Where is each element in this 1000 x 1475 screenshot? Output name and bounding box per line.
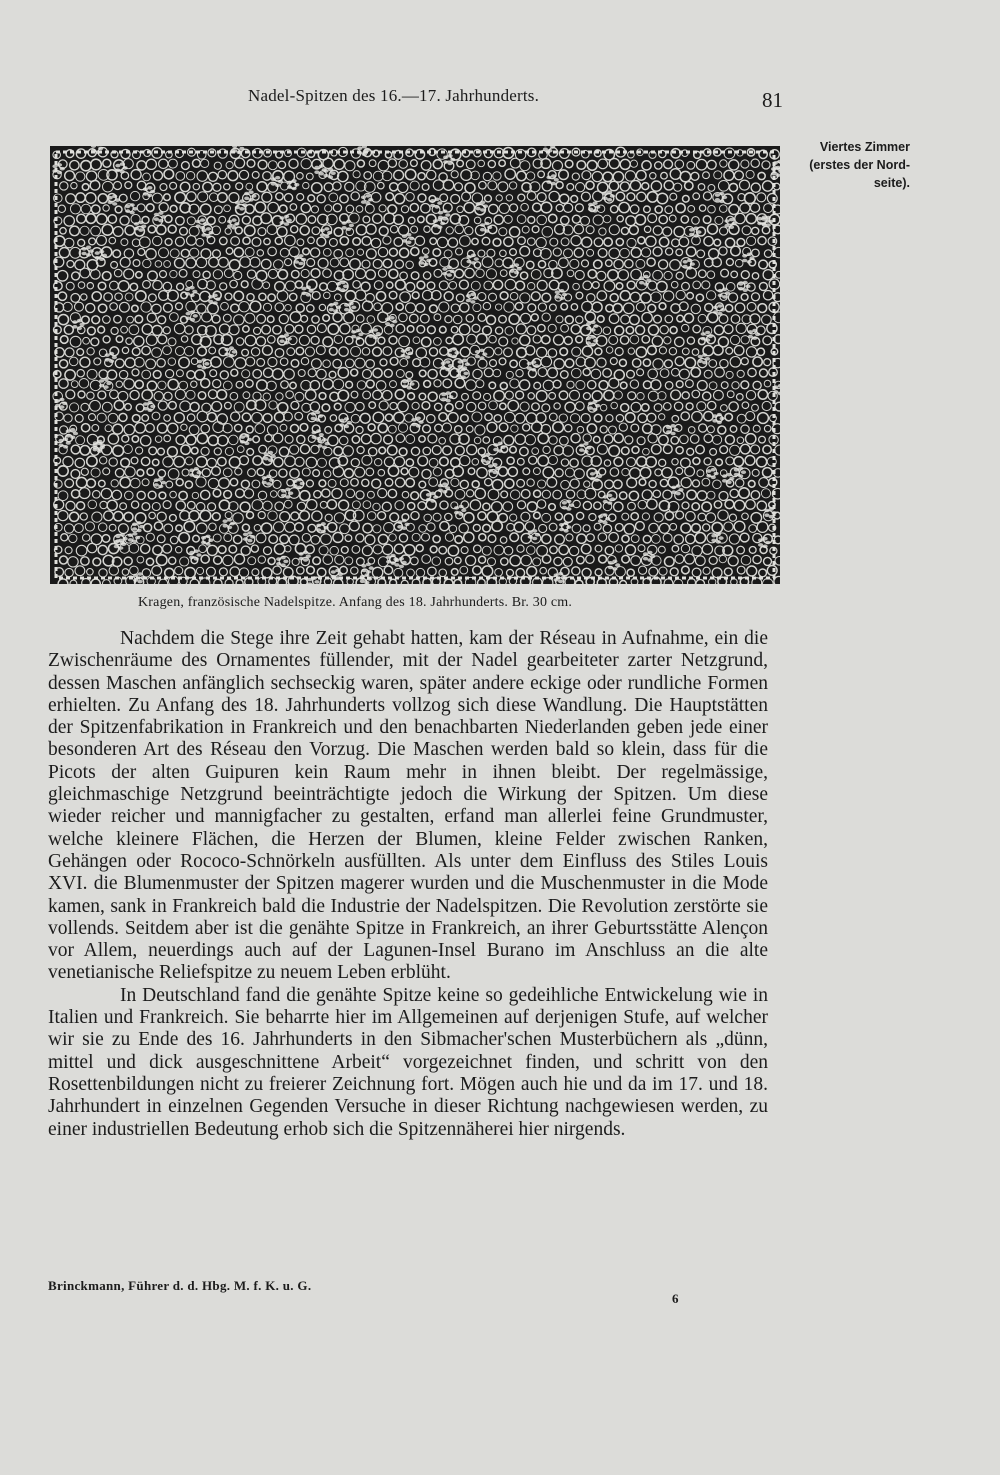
figure-caption: Kragen, französische Nadelspitze. Anfang des 18. Jahrhunderts. Br. 30 cm. xyxy=(138,595,573,610)
margin-note-line: seite). xyxy=(873,176,910,190)
lace-pattern-image xyxy=(50,146,780,584)
margin-note xyxy=(780,138,910,192)
body-text xyxy=(48,628,768,1141)
paragraph: In Deutschland fand die genähte Spitze keine so gedeihliche Entwickelung wie in Italien und Frankreich. Sie beharrte hier im Allgemeinen auf derjenigen Stufe, auf welcher wir sie zu Ende des 16. Jahrhunderts in den Sibmacher'schen Musterbüchern als „dünn, mittel und dick ausgeschnittene Arbeit“ vorgezeichnet finden, und schritt von den Rosettenbildungen nicht zu freierer Zeichnung fort. Mögen auch hie und da im 17. und 18. Jahrhundert in einzelnen Gegenden Versuche in dieser Richtung nachgewiesen werden, zu einer industriellen Bedeutung erhob sich die Spitzennäherei hier nirgends. xyxy=(48,984,768,1140)
paragraph: Nachdem die Stege ihre Zeit gehabt hatten, kam der Réseau in Aufnahme, ein die Zwischenräume des Ornamentes füllender, mit der Nadel gearbeiteter zarter Netzgrund, dessen Maschen anfänglich sechseckig waren, später andere eckige oder rundliche Formen erhielten. Zu Anfang des 18. Jahrhunderts vollzog sich diese Wandlung. Die Hauptstätten der Spitzenfabrikation in Frankreich und den benachbarten Niederlanden geben jede einer besonderen Art des Réseau den Vorzug. Die Maschen werden bald so klein, dass für die Picots der alten Guipuren kein Raum mehr in ihnen bleibt. Der regelmässige, gleichmaschige Netzgrund beeinträchtigte jedoch die Wirkung der Spitzen. Um diese wieder reicher und mannigfacher zu gestalten, erfand man allerlei feine Grundmuster, welche kleinere Flächen, die Herzen der Blumen, kleine Felder zwischen Ranken, Gehängen oder Rococo-Schnörkeln ausfüllten. Als unter dem Einfluss des Stiles Louis XVI. die Blumenmuster der Spitzen magerer wurden und die Muschenmuster in die Mode kamen, sank in Frankreich bald die Industrie der Nadelspitzen. Die Revolution zerstörte sie vollends. Seitdem aber ist die genähte Spitze in Frankreich, an ihrer Geburtsstätte Alençon vor Allem, neuerdings auch auf der Lagunen-Insel Burano im Anschluss an die alte venetianische Reliefspitze zu neuem Leben erblüht. xyxy=(48,628,768,984)
source-footnote: Brinckmann, Führer d. d. Hbg. M. f. K. u. G. xyxy=(48,1278,312,1293)
page-number: 81 xyxy=(762,88,783,112)
running-title: Nadel-Spitzen des 16.—17. Jahrhunderts. xyxy=(248,86,540,105)
sheet-signature: 6 xyxy=(672,1291,679,1306)
lace-collar-photograph xyxy=(50,146,780,584)
margin-note-line: (erstes der Nord- xyxy=(809,158,910,172)
margin-note-line: Viertes Zimmer xyxy=(819,140,910,154)
